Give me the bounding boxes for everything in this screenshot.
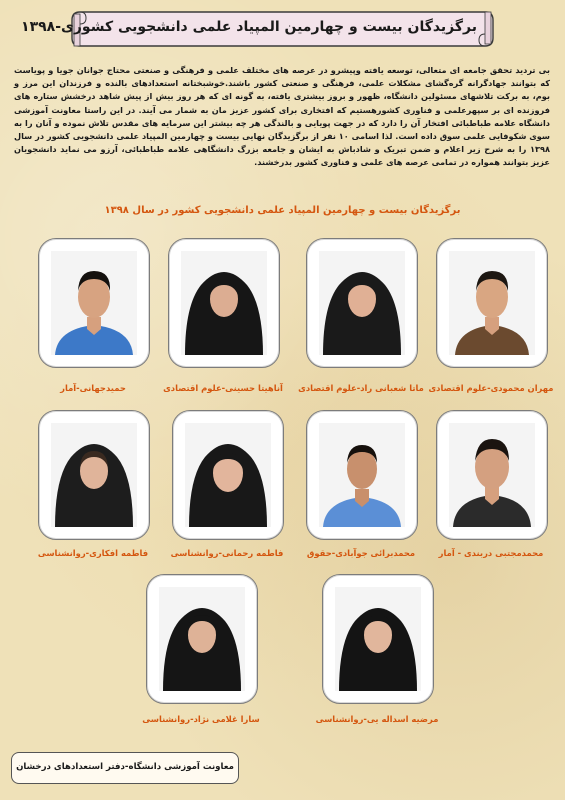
winner-card bbox=[306, 238, 418, 368]
portrait-photo bbox=[181, 251, 267, 355]
footer-text: معاونت آموزشی دانشگاه-دفتر استعدادهای درخشان bbox=[16, 762, 234, 772]
portrait-photo bbox=[159, 587, 245, 691]
winner-name: فاطمه افکاری-روانشناسی bbox=[37, 548, 149, 558]
portrait-photo bbox=[185, 423, 271, 527]
winner-card bbox=[436, 410, 548, 540]
winner-card bbox=[168, 238, 280, 368]
winner-name: آناهیتا حسینی-علوم اقتصادی bbox=[163, 383, 283, 393]
footer-box bbox=[11, 752, 239, 784]
winner-name: مهران محمودی-علوم اقتصادی bbox=[428, 383, 554, 393]
winner-card bbox=[322, 574, 434, 704]
winner-card bbox=[436, 238, 548, 368]
winner-card bbox=[306, 410, 418, 540]
portrait-photo bbox=[319, 251, 405, 355]
winner-card bbox=[146, 574, 258, 704]
winner-card bbox=[172, 410, 284, 540]
winners-heading: برگزیدگان بیست و چهارمین المپیاد علمی دانشجویی کشور در سال ۱۳۹۸ bbox=[104, 205, 461, 216]
winner-card bbox=[38, 410, 150, 540]
portrait-photo bbox=[319, 423, 405, 527]
portrait-photo bbox=[449, 251, 535, 355]
intro-paragraph: بی تردید تحقق جامعه ای متعالی، توسعه یافته وپیشرو در عرصه های مختلف علمی و فرهنگی و صنعتی محتاج جوانان جویا و پویاست که بتوانند جهادگرانه گره‌گشای مشکلات علمی، فرهنگی و صنعتی کشور باشند.خوشبختانه استعدادهای بالنده و فرزندان این مرز و بوم، به برکت تلاشهای مسئولین دانشگاه، ظهور و بروز بیشتری یافته، به گونه ای که هر روز بیش از پیش شاهد درخشش ستاره های فروزنده ای بر سپهرعلمی و فناوری کشورهستیم که افتخاری برای کشور عزیز مان به شمار می آیند. در این راستا معاونت آموزشی دانشگاه علامه طباطبائی افتخار آن را دارد که در جهت پویایی و بالندگی هر چه بیشتر این سرمایه های مقدس تلاش نموده و آنان را به سوی شکوفایی علمی سوق داده است. لذا اسامی ۱۰ نفر از برگزیدگان نهایی بیست و چهارمین المپیاد علمی دانشجویی کشور در سال ۱۳۹۸ را به شرح زیر اعلام و ضمن تبریک و شادباش به ایشان و جامعه بزرگ دانشگاهی علامه طباطبائی، آرزو می نماید دانشجویان عزیز بتوانند همواره در تمامی عرصه های علمی و فناوری کشور بدرخشند. bbox=[14, 65, 550, 168]
portrait-photo bbox=[51, 423, 137, 527]
portrait-photo bbox=[51, 251, 137, 355]
title-banner bbox=[21, 8, 495, 50]
winner-name: سارا غلامی نژاد-روانشناسی bbox=[142, 714, 260, 724]
portrait-photo bbox=[449, 423, 535, 527]
winner-name: ماتا شعبانی راد-علوم اقتصادی bbox=[298, 383, 424, 393]
winner-name: محمدبرائی جوآبادی-حقوق bbox=[306, 548, 416, 558]
winner-name: فاطمه رحمانی-روانشناسی bbox=[170, 548, 284, 558]
winner-name: مرضیه اسداله یی-روانشناسی bbox=[315, 714, 439, 724]
portrait-photo bbox=[335, 587, 421, 691]
winner-name: حمیدجهانی-آمار bbox=[60, 383, 126, 393]
winner-card bbox=[38, 238, 150, 368]
winner-name: محمدمجتبی دربندی - آمار bbox=[438, 548, 544, 558]
page-title: برگزیدگان بیست و چهارمین المپیاد علمی دانشجویی کشوری-۱۳۹۸ bbox=[21, 19, 477, 35]
